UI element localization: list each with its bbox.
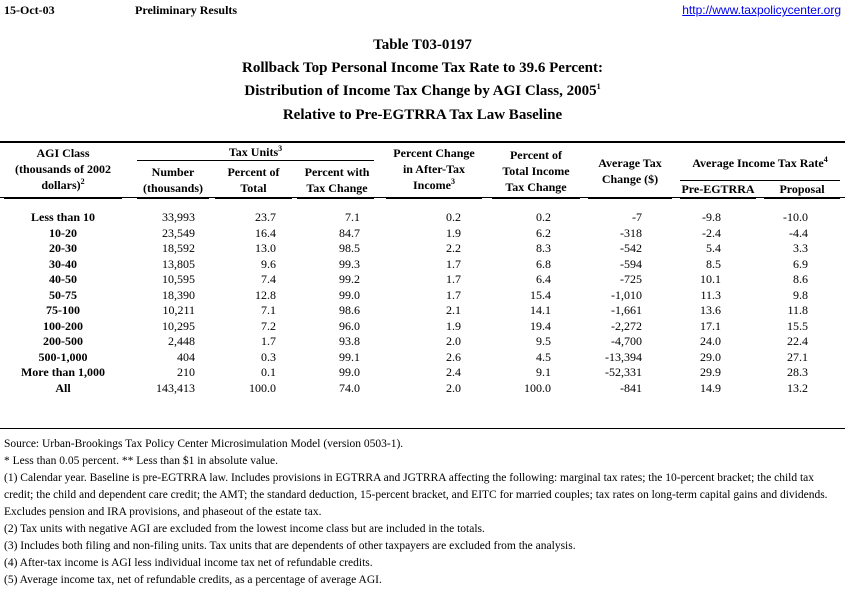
cell-pre: 13.6 <box>700 303 721 317</box>
table-id: Table T03-0197 <box>373 37 472 53</box>
footnote: (3) Includes both filing and non-filing units. Tax units that are dependents of other taxpayers are excluded from the analysis. <box>4 540 576 552</box>
cell-total-change: 8.3 <box>536 241 551 255</box>
cell-proposal: 28.3 <box>787 365 808 379</box>
cell-proposal: -10.0 <box>783 210 808 224</box>
cell-after-tax: 2.4 <box>446 365 461 379</box>
cell-after-tax: 0.2 <box>446 210 461 224</box>
cell-pre: -2.4 <box>702 225 721 240</box>
cell-agi: Less than 10 <box>30 210 95 224</box>
cell-agi: 75-100 <box>46 303 80 317</box>
cell-number: 10,595 <box>162 272 195 286</box>
cell-avg-change: -7 <box>632 210 642 224</box>
cell-after-tax: 2.0 <box>446 334 461 348</box>
cell-pre: 14.9 <box>700 380 721 395</box>
cell-number: 143,413 <box>156 380 195 395</box>
col-rule-total-change <box>492 198 580 199</box>
cell-total-change: 0.2 <box>536 210 551 224</box>
cell-agi: 30-40 <box>49 256 77 271</box>
cell-total-change: 19.4 <box>530 318 551 333</box>
footnotes <box>4 436 842 589</box>
col-rule-proposal <box>764 198 840 199</box>
cell-total-change: 9.1 <box>536 365 551 379</box>
cell-pct-change: 98.6 <box>339 303 360 317</box>
cell-proposal: 3.3 <box>793 241 808 255</box>
preliminary-label: Preliminary Results <box>135 3 238 17</box>
cell-after-tax: 1.7 <box>446 256 461 271</box>
cell-agi: 500-1,000 <box>38 349 88 364</box>
cell-avg-change: -725 <box>620 272 642 286</box>
table-row <box>0 241 814 257</box>
footnote: (2) Tax units with negative AGI are excluded from the lowest income class but are included in the totals. <box>4 523 485 535</box>
cell-pre: 24.0 <box>700 334 721 348</box>
percent-of-total-header: Percent of Total <box>227 165 280 195</box>
title-block <box>0 0 845 130</box>
title-line-2: Distribution of Income Tax Change by AGI Class, 2005$^1$ <box>244 82 601 99</box>
cell-number: 10,211 <box>162 303 195 317</box>
proposal-header: Proposal <box>779 182 825 196</box>
cell-pct-total: 13.0 <box>255 241 276 255</box>
cell-pct-total: 23.7 <box>255 210 276 224</box>
cell-pct-change: 93.8 <box>339 334 360 348</box>
tax-units-header: Tax Units$^3$ <box>228 144 283 159</box>
cell-avg-change: -4,700 <box>611 334 642 348</box>
table-row <box>0 381 814 397</box>
avg-tax-rate-header: Average Income Tax Rate$^4$ <box>692 155 828 170</box>
cell-proposal: 13.2 <box>787 380 808 395</box>
cell-pct-total: 0.3 <box>261 349 276 364</box>
cell-pre: 29.0 <box>700 349 721 364</box>
cell-pct-total: 0.1 <box>261 365 276 379</box>
cell-pct-change: 98.5 <box>339 241 360 255</box>
cell-pre: 8.5 <box>706 256 721 271</box>
cell-total-change: 100.0 <box>524 380 551 395</box>
col-rule-avg-change <box>588 198 672 199</box>
cell-number: 33,993 <box>162 210 195 224</box>
cell-number: 10,295 <box>162 318 195 333</box>
cell-number: 2,448 <box>168 334 195 348</box>
top-rule <box>0 141 845 143</box>
cell-avg-change: -318 <box>620 225 642 240</box>
footnote: (5) Average income tax, net of refundable credits, as a percentage of average AGI. <box>4 574 382 586</box>
cell-pre: 17.1 <box>700 318 721 333</box>
cell-pct-total: 7.2 <box>261 318 276 333</box>
cell-proposal: 11.8 <box>787 303 808 317</box>
number-header: Number (thousands) <box>142 165 204 195</box>
taxpolicycenter-link[interactable]: http://www.taxpolicycenter.org <box>682 3 841 17</box>
table-row <box>0 257 814 273</box>
col-rule-number <box>137 198 209 199</box>
report-date: 15-Oct-03 <box>4 3 55 17</box>
cell-proposal: 15.5 <box>787 318 808 333</box>
cell-pre: 5.4 <box>706 241 721 255</box>
table-row <box>0 334 814 350</box>
cell-avg-change: -1,661 <box>611 303 642 317</box>
col-rule-pre <box>680 198 756 199</box>
cell-proposal: 9.8 <box>793 287 808 302</box>
cell-agi: 20-30 <box>49 241 77 255</box>
cell-pct-total: 9.6 <box>261 256 276 271</box>
cell-number: 404 <box>177 349 195 364</box>
col-rule-agi <box>4 198 122 199</box>
cell-number: 18,390 <box>162 287 195 302</box>
percent-with-change-header: Percent with Tax Change <box>304 165 370 195</box>
cell-total-change: 15.4 <box>530 287 551 302</box>
cell-agi: 50-75 <box>49 287 77 302</box>
cell-number: 13,805 <box>162 256 195 271</box>
cell-avg-change: -594 <box>620 256 642 271</box>
cell-after-tax: 1.7 <box>446 272 461 286</box>
cell-pre: -9.8 <box>702 210 721 224</box>
table-row <box>0 226 814 242</box>
tax-units-rule <box>137 160 374 161</box>
cell-proposal: 6.9 <box>793 256 808 271</box>
distribution-table <box>0 210 814 396</box>
footnote: (1) Calendar year. Baseline is pre-EGTRRA law. Includes provisions in EGTRRA and JGTRRA affecting the following: marginal tax rates; the 10-percent bracket; the child tax credit; the child and dependent care credit; the AMT; the standard deduction, 15-percent bracket, and EITC for married couples; tax rates on long-term capital gains and dividends. Excludes pension and IRA provisions, and phaseout of the estate tax. <box>4 472 828 518</box>
cell-after-tax: 1.9 <box>446 225 461 240</box>
cell-pre: 29.9 <box>700 365 721 379</box>
table-bottom-rule <box>0 428 845 429</box>
cell-number: 210 <box>177 365 195 379</box>
cell-proposal: 8.6 <box>793 272 808 286</box>
cell-total-change: 6.2 <box>536 225 551 240</box>
cell-agi: All <box>55 380 71 395</box>
pre-egtrra-header: Pre-EGTRRA <box>681 182 755 196</box>
avg-tax-change-header: Average Tax Change ($) <box>598 156 662 186</box>
cell-proposal: 27.1 <box>787 349 808 364</box>
cell-avg-change: -542 <box>620 241 642 255</box>
cell-after-tax: 2.2 <box>446 241 461 255</box>
table-row <box>0 303 814 319</box>
cell-pct-change: 99.1 <box>339 349 360 364</box>
agi-class-header: AGI Class (thousands of 2002 dollars)$^2$ <box>14 146 112 192</box>
cell-avg-change: -52,331 <box>605 365 642 379</box>
table-row <box>0 350 814 366</box>
cell-number: 23,549 <box>162 225 195 240</box>
cell-pct-total: 7.1 <box>261 303 276 317</box>
col-rule-pct-total <box>215 198 292 199</box>
cell-pct-total: 7.4 <box>261 272 276 286</box>
cell-avg-change: -1,010 <box>611 287 642 302</box>
cell-total-change: 4.5 <box>536 349 551 364</box>
total-tax-change-header: Percent of Total Income Tax Change <box>502 148 570 194</box>
cell-avg-change: -13,394 <box>605 349 642 364</box>
cell-agi: 100-200 <box>43 318 83 333</box>
cell-after-tax: 2.6 <box>446 349 461 364</box>
col-rule-after-tax <box>386 198 482 199</box>
after-tax-change-header: Percent Change in After-Tax Income$^3$ <box>393 146 475 192</box>
cell-pct-total: 100.0 <box>249 380 276 395</box>
cell-agi: 10-20 <box>49 225 77 240</box>
table-row <box>0 210 814 226</box>
cell-pct-change: 99.0 <box>339 287 360 302</box>
cell-total-change: 6.4 <box>536 272 551 286</box>
table-body <box>0 210 814 396</box>
col-rule-pct-change <box>297 198 374 199</box>
cell-agi: 40-50 <box>49 272 77 286</box>
title-line-3: Relative to Pre-EGTRRA Tax Law Baseline <box>282 107 563 123</box>
footnote: Source: Urban-Brookings Tax Policy Center Microsimulation Model (version 0503-1). <box>4 438 404 450</box>
cell-pct-total: 1.7 <box>261 334 276 348</box>
table-row <box>0 365 814 381</box>
cell-agi: More than 1,000 <box>20 365 106 379</box>
cell-pct-change: 7.1 <box>345 210 360 224</box>
cell-after-tax: 1.9 <box>446 318 461 333</box>
cell-avg-change: -2,272 <box>611 318 642 333</box>
footnote: * Less than 0.05 percent. ** Less than $1 in absolute value. <box>4 455 279 467</box>
cell-after-tax: 1.7 <box>446 287 461 302</box>
title-line-1: Rollback Top Personal Income Tax Rate to 39.6 Percent: <box>242 60 603 76</box>
cell-pct-change: 99.0 <box>339 365 360 379</box>
cell-proposal: -4.4 <box>789 225 808 240</box>
cell-pct-change: 99.2 <box>339 272 360 286</box>
table-row <box>0 288 814 304</box>
cell-total-change: 14.1 <box>530 303 551 317</box>
cell-after-tax: 2.0 <box>446 380 461 395</box>
cell-pct-change: 84.7 <box>339 225 360 240</box>
cell-proposal: 22.4 <box>787 334 808 348</box>
cell-pct-change: 96.0 <box>339 318 360 333</box>
cell-pct-change: 99.3 <box>339 256 360 271</box>
footnote: (4) After-tax income is AGI less individual income tax net of refundable credits. <box>4 557 373 569</box>
cell-pct-total: 12.8 <box>255 287 276 302</box>
cell-pre: 11.3 <box>700 287 721 302</box>
cell-pre: 10.1 <box>700 272 721 286</box>
cell-total-change: 6.8 <box>536 256 551 271</box>
table-row <box>0 272 814 288</box>
cell-pct-total: 16.4 <box>255 225 276 240</box>
cell-avg-change: -841 <box>620 380 642 395</box>
cell-total-change: 9.5 <box>536 334 551 348</box>
cell-agi: 200-500 <box>43 334 83 348</box>
cell-after-tax: 2.1 <box>446 303 461 317</box>
cell-number: 18,592 <box>162 241 195 255</box>
table-row <box>0 319 814 335</box>
cell-pct-change: 74.0 <box>339 380 360 395</box>
